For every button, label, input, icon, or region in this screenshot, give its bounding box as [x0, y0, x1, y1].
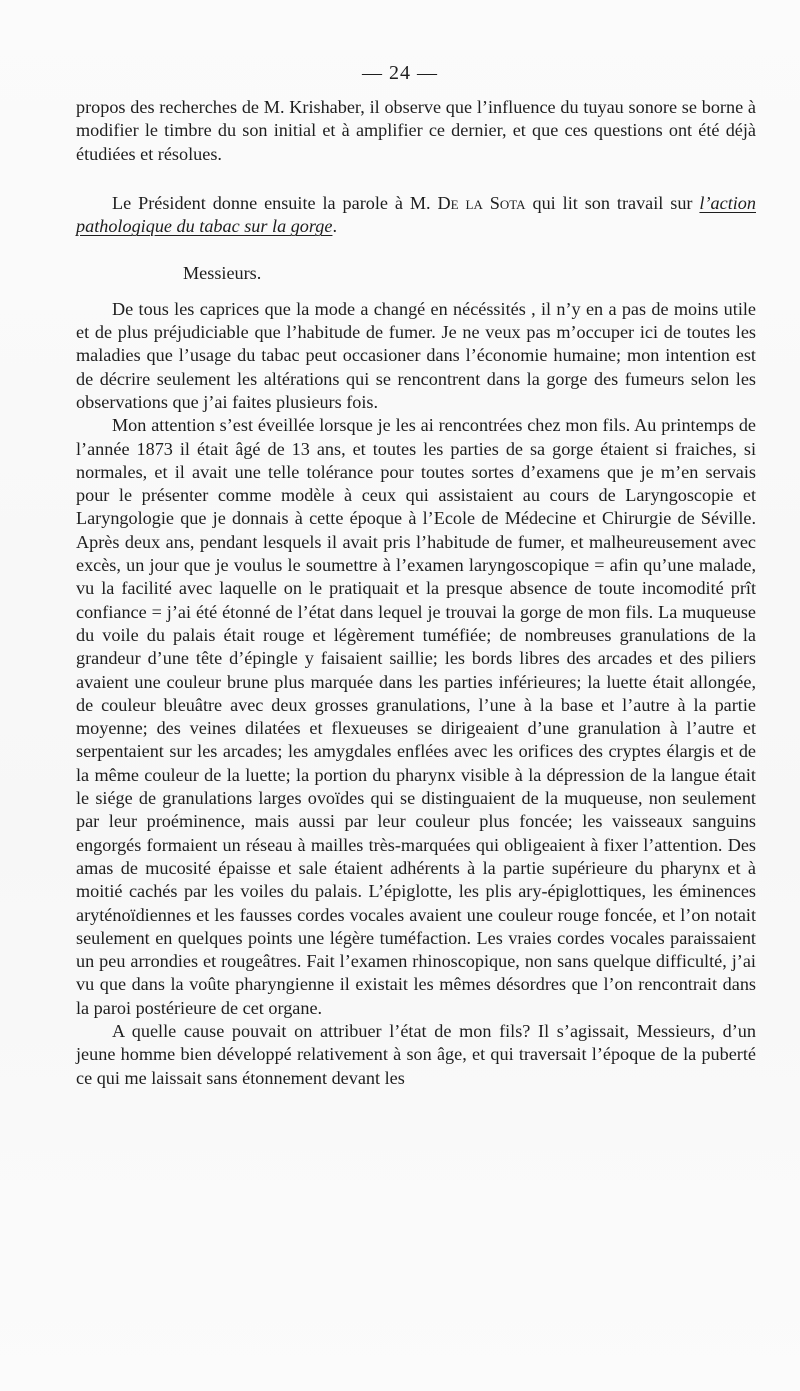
paragraph-krishaber: propos des recherches de M. Krishaber, il observe que l’influence du tuyau sonore se borne à modifier le timbre du son initial et à amplifier ce dernier, et que ces questions ont été déjà étudiées et résolues.: [76, 97, 756, 164]
salutation: Messieurs.: [183, 263, 262, 284]
lecture-title: l’action pathologique du tabac sur la gorge: [76, 192, 756, 237]
paragraph-president: [76, 192, 756, 239]
paragraph-president-text-a: Le Président donne ensuite la parole à M.: [112, 192, 438, 213]
paragraph-cause: A quelle cause pouvait on attribuer l’état de mon fils? Il s’agissait, Messieurs, d’un jeune homme bien développé relativement à son âge, et qui traversait l’époque de la puberté ce qui me laissait sans étonnement devant les: [76, 1020, 756, 1088]
page-body: [76, 96, 756, 1090]
paragraph-caprices: De tous les caprices que la mode a changé en nécéssités , il n’y en a pas de moins utile et de plus préjudiciable que l’habitude de fumer. Je ne veux pas m’occuper ici de toutes les maladies que l’usage du tabac peut occasioner dans l’économie humaine; mon intention est de décrire seulement les altérations qui se rencontrent dans la gorge des fumeurs selon les observations que j’ai faites plusieurs fois.: [76, 298, 756, 412]
paragraph-president-text-c: .: [332, 216, 338, 237]
paragraph-observation: Mon attention s’est éveillée lorsque je les ai rencontrées chez mon fils. Au printemps de l’année 1873 il était âgé de 13 ans, et toutes les parties de sa gorge étaient si fraiches, si normales, et il avait une telle tolérance pour toutes sortes d’examens que je m’en servais pour le présenter comme modèle à ceux qui assistaient au cours de Laryngoscopie et Laryngologie que je donnais à cette époque à l’Ecole de Médecine et Chirurgie de Séville. Après deux ans, pendant lesquels il avait pris l’habitude de fumer, et malheureusement avec excès, un jour que je voulus le soumettre à l’examen laryngoscopique = afin qu’une malade, vu la facilité avec laquelle on le pratiquait et la presque absence de toute incomodité prît confiance = j’ai été étonné de l’état dans lequel je trouvai la gorge de mon fils. La muqueuse du voile du palais était rouge et légèrement tuméfiée; de nombreuses granulations de la grandeur d’une tête d’épingle y faisaient saillie; les bords libres des arcades et des piliers avaient une couleur brune plus marquée dans les parties inférieures; la luette était allongée, de couleur bleuâtre avec deux grosses granulations, l’une à la base et l’autre à la partie moyenne; des veines dilatées et flexueuses se dirigeaient d’une granulation à l’autre et serpentaient sur les arcades; les amygdales enflées avec les orifices des cryptes élargis et de la même couleur de la luette; la portion du pharynx visible à la dépression de la langue était le siége de granulations larges ovoïdes qui se distinguaient de la muqueuse, non seulement par leur proéminence, mais aussi par leur couleur plus foncée; les vaisseaux sanguins engorgés formaient un réseau à mailles très-marquées qui obligeaient à fixer l’attention. Des amas de mucosité épaisse et sale étaient adhérents à la partie supérieure du pharynx et à moitié cachés par les voiles du palais. L’épiglotte, les plis ary-épiglottiques, les éminences aryténoïdiennes et les fausses cordes vocales avaient une couleur rouge foncée, et l’on notait seulement en quelques points une légère tuméfaction. Les vraies cordes vocales paraissaient un peu arrondies et rougeâtres. Fait l’examen rhinoscopique, non sans quelque difficulté, j’ai vu que dans la voûte pharyngienne il existait les mêmes désordres que l’on rencontrait dans la paroi postérieure de cet organe.: [76, 415, 756, 1018]
paragraph-president-text-b: qui lit son travail sur: [525, 192, 700, 213]
page-number: — 24 —: [362, 62, 438, 84]
speaker-name: De la Sota: [437, 192, 526, 213]
